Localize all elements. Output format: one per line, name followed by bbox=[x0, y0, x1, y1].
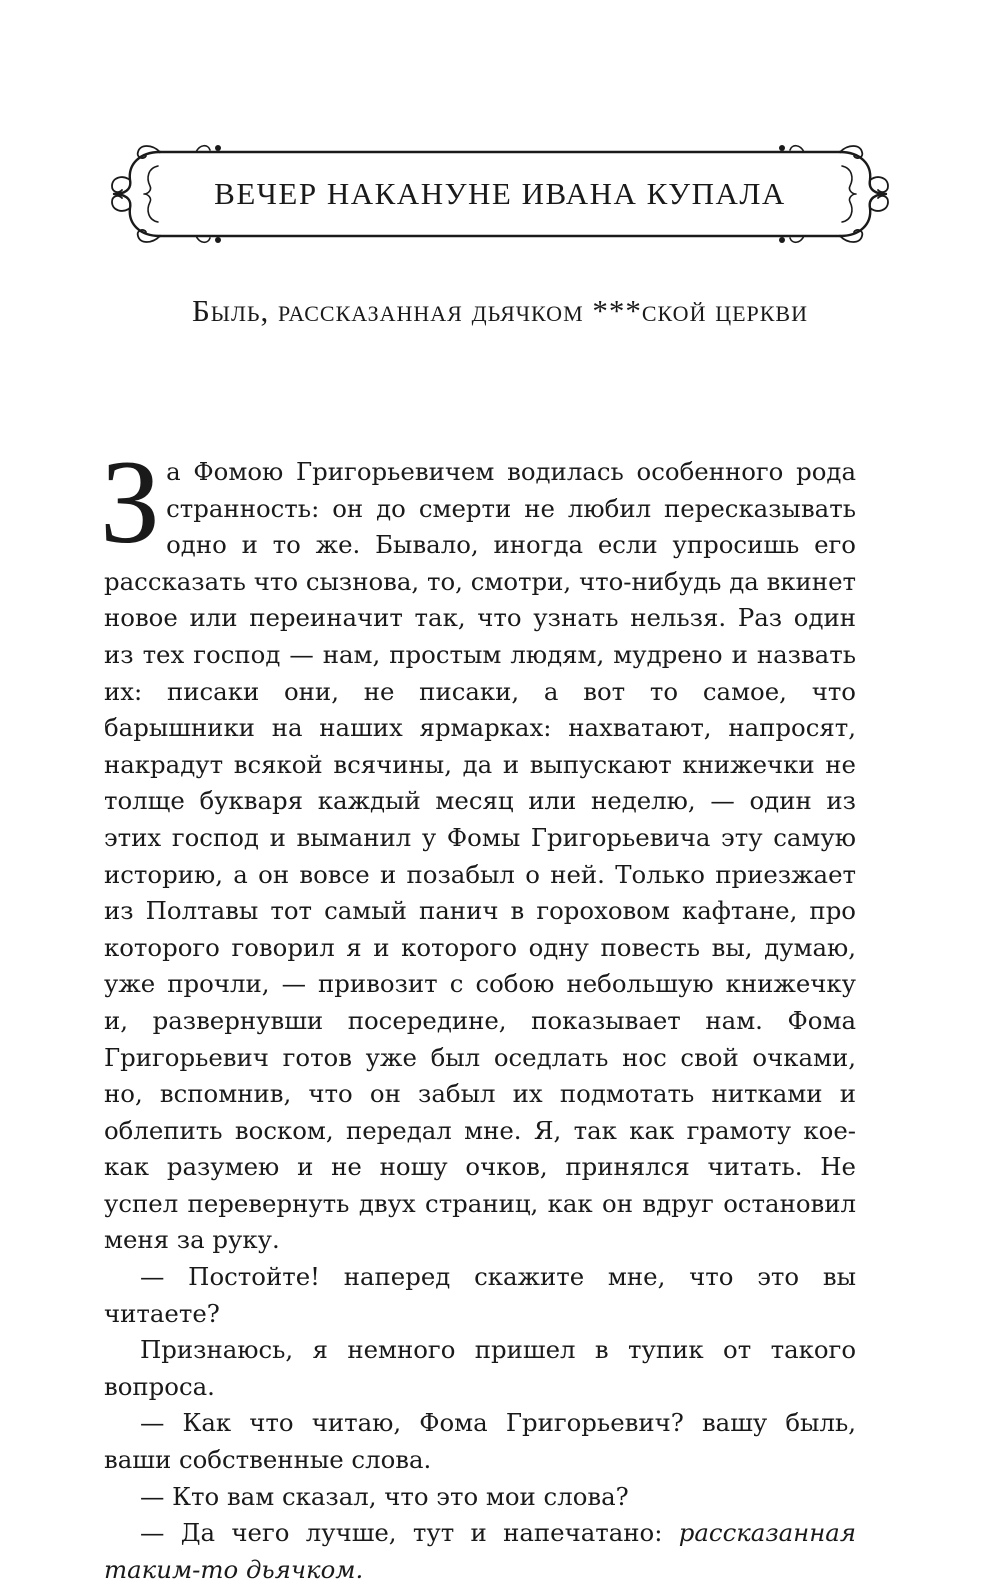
body-text bbox=[100, 435, 856, 1588]
paragraph-3: Признаюсь, я немного пришел в тупик от такого вопроса. bbox=[104, 1335, 856, 1401]
paragraph-1 bbox=[100, 435, 856, 1259]
drop-cap-letter: З bbox=[100, 435, 161, 568]
paragraph-4: — Как что читаю, Фома Григорьевич? вашу быль, ваши собственные слова. bbox=[104, 1408, 856, 1475]
paragraph-2: — Постойте! наперед скажите мне, что это вы читаете? bbox=[104, 1262, 856, 1328]
paragraph-6-italic: рассказанная таким-то дьячком. bbox=[104, 1518, 856, 1584]
paragraph-6-text: — Да чего лучше, тут и напечатано: bbox=[140, 1518, 679, 1548]
paragraph-1-text: а Фомою Григорьевичем водилась особенного рода странность: он до смерти не любил пересказывать одно и то же. Бывало, иногда если упросишь его рассказать что сызнова, то, смотри, что-нибудь да вкинет новое или переиначит так, что узнать нельзя. Раз один из тех господ — нам, простым людям, мудрено и назвать их: писаки они, не писаки, а вот то самое, что барышники на наших ярмарках: нахватают, напросят, накрадут всякой всячины, да и выпускают книжечки не толще букваря каждый месяц или неделю, — один из этих господ и выманил у Фомы Григорьевича эту самую историю, а он вовсе и позабыл о ней. Только приезжает из Полтавы тот самый панич в гороховом кафтане, про которого говорил я и которого одну повесть вы, думаю, уже прочли, — привозит с собою небольшую книжечку и, развернувши посередине, показывает нам. Фома Григорьевич готов уже был оседлать нос свой очками, но, вспомнив, что он забыл их подмотать нитками и облепить воском, передал мне. Я, так как грамоту кое-как разумею и не ношу очков, принялся читать. Не успел перевернуть двух страниц, как он вдруг остановил меня за руку. bbox=[104, 457, 856, 1255]
chapter-title: ВЕЧЕР НАКАНУНЕ ИВАНА КУПАЛА bbox=[214, 176, 786, 211]
title-frame bbox=[100, 140, 900, 248]
paragraph-5: — Кто вам сказал, что это мои слова? bbox=[140, 1481, 629, 1511]
chapter-subtitle: Быль, рассказанная дьячком ***ской церкви bbox=[192, 293, 808, 328]
